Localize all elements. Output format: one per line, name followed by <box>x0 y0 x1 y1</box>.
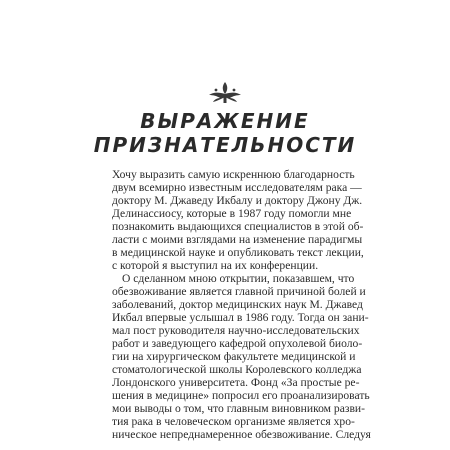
text-line: О сделанном мною открытии, показавшем, что <box>122 272 355 285</box>
text-line: познакомить выдающихся специалистов в этой об- <box>112 220 364 233</box>
body-text <box>112 168 371 441</box>
text-line: ническое непреднамеренное обезвоживание. Следуя <box>112 428 371 441</box>
text-line: заболеваний, доктор медицинских наук М. Джавед <box>112 298 363 311</box>
chapter-title-line-2: ПРИЗНАТЕЛЬНОСТИ <box>93 133 357 157</box>
text-line: гии на хирургическом факультете медицинской и <box>112 350 356 363</box>
text-line: мал пост руководителя научно-исследовательских <box>112 324 360 337</box>
fleur-de-lis-ornament-icon <box>205 80 245 104</box>
text-line: работ и заведующего кафедрой опухолевой биоло- <box>112 337 363 350</box>
text-line: Делинассиосу, которые в 1987 году помогли мне <box>112 207 352 220</box>
text-line: стоматологической школы Королевского колледжа <box>112 363 362 376</box>
text-line: Лондонского университета. Фонд «За простые ре- <box>112 376 360 389</box>
text-line: с которой я выступил на их конференции. <box>112 259 319 272</box>
chapter-title-line-1: ВЫРАЖЕНИЕ <box>140 109 310 133</box>
text-line: Хочу выразить самую искреннюю благодарность <box>112 168 355 181</box>
paragraph-2 <box>112 272 371 441</box>
text-line: двум всемирно известным исследователям рака — <box>112 181 362 194</box>
text-line: Икбал впервые услышал в 1986 году. Тогда он зани- <box>112 311 369 324</box>
paragraph-1 <box>112 168 364 272</box>
text-line: в медицинской науке и опубликовать текст лекции, <box>112 246 364 259</box>
text-line: доктору М. Джаведу Икбалу и доктору Джону Дж. <box>112 194 363 207</box>
text-line: шения в медицине» попросил его проанализировать <box>112 389 370 402</box>
text-line: мои выводы о том, что главным виновником разви- <box>112 402 365 415</box>
text-line: обезвоживание является главной причиной болей и <box>112 285 366 298</box>
text-line: ласти с моими взглядами на изменение парадигмы <box>112 233 363 246</box>
text-line: тия рака в человеческом организме является хро- <box>112 415 355 428</box>
